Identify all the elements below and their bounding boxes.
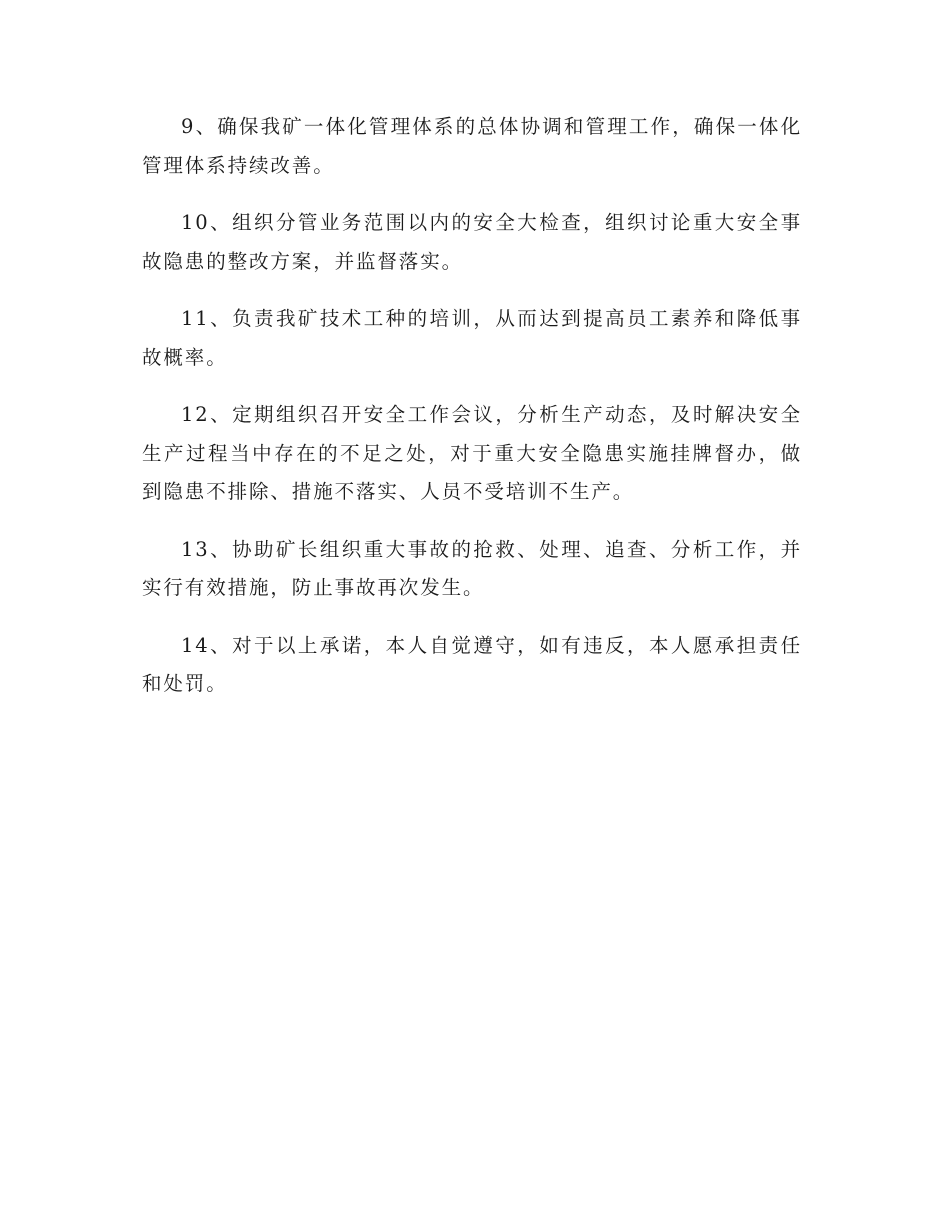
paragraph-item-13: 13、协助矿长组织重大事故的抢救、处理、追查、分析工作，并实行有效措施，防止事故再次发生。 xyxy=(142,537,802,599)
paragraph-item-9: 9、确保我矿一体化管理体系的总体协调和管理工作，确保一体化管理体系持续改善。 xyxy=(142,115,802,177)
paragraph-item-12: 12、定期组织召开安全工作会议，分析生产动态，及时解决安全生产过程当中存在的不足之处，对于重大安全隐患实施挂牌督办，做到隐患不排除、措施不落实、人员不受培训不生产。 xyxy=(142,403,802,503)
paragraph-item-14: 14、对于以上承诺，本人自觉遵守，如有违反，本人愿承担责任和处罚。 xyxy=(142,633,802,695)
document-body xyxy=(142,108,802,723)
paragraph-item-11: 11、负责我矿技术工种的培训，从而达到提高员工素养和降低事故概率。 xyxy=(142,307,802,369)
paragraph-item-10: 10、组织分管业务范围以内的安全大检查，组织讨论重大安全事故隐患的整改方案，并监督落实。 xyxy=(142,211,802,273)
